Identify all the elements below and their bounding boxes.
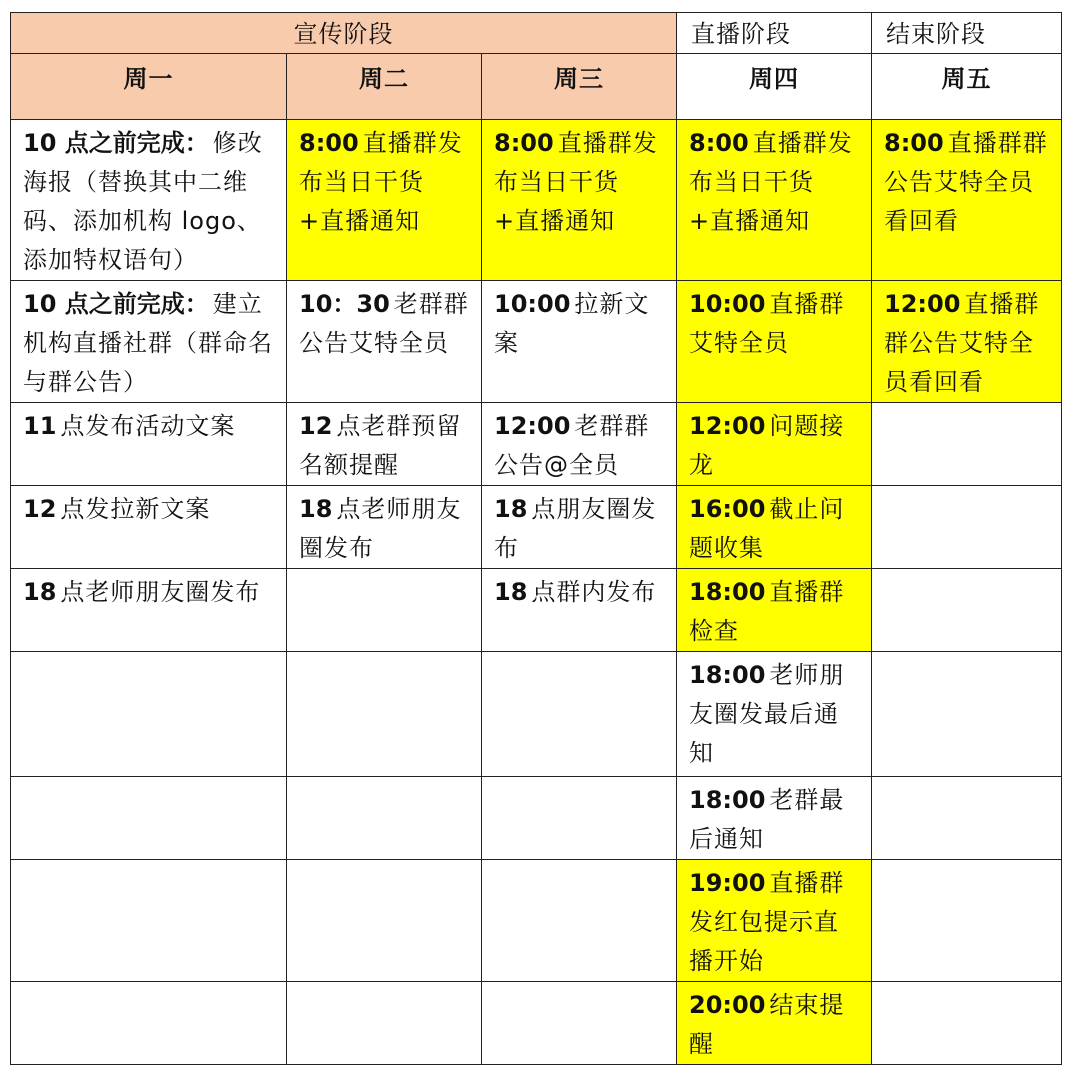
cell-thu (677, 281, 872, 403)
cell-tue (287, 120, 482, 281)
task-time: 10:00 (494, 290, 571, 318)
cell-tue (287, 569, 482, 652)
task-time: 18:00 (689, 661, 766, 689)
cell-thu (677, 486, 872, 569)
cell-mon (11, 860, 287, 982)
task-time: 12 (299, 412, 333, 440)
schedule-row (11, 982, 1062, 1065)
task-time: 18 (494, 578, 528, 606)
task-text: 老群群公告艾特全员 (299, 290, 469, 357)
cell-mon (11, 281, 287, 403)
task-text: 建立机构直播社群（群命名与群公告） (23, 290, 273, 396)
cell-mon (11, 652, 287, 777)
cell-tue (287, 860, 482, 982)
task-text: 截止问题收集 (689, 495, 845, 562)
schedule-row (11, 486, 1062, 569)
task-time: 12 (23, 495, 57, 523)
task-time: 12:00 (689, 412, 766, 440)
task-time: 18 (494, 495, 528, 523)
cell-wed (482, 860, 677, 982)
task-time: 19:00 (689, 869, 766, 897)
task-text: 点老师朋友圈发布 (60, 578, 261, 606)
cell-fri (872, 120, 1062, 281)
cell-thu (677, 777, 872, 860)
task-text: 直播群发红包提示直播开始 (689, 869, 845, 975)
task-time: 10:00 (689, 290, 766, 318)
cell-mon (11, 569, 287, 652)
cell-fri (872, 652, 1062, 777)
task-text: 点发拉新文案 (60, 495, 211, 523)
task-text: 修改海报（替换其中二维码、添加机构 logo、添加特权语句） (23, 129, 263, 274)
cell-fri (872, 486, 1062, 569)
day-header-wed: 周三 (482, 54, 677, 120)
task-text: 老群最后通知 (689, 786, 845, 853)
task-time: 18:00 (689, 578, 766, 606)
day-header-fri: 周五 (872, 54, 1062, 120)
task-time: 10 点之前完成： (23, 129, 209, 157)
cell-fri (872, 777, 1062, 860)
phase-end: 结束阶段 (872, 13, 1062, 54)
cell-tue (287, 403, 482, 486)
cell-thu (677, 652, 872, 777)
phase-row (11, 13, 1062, 54)
cell-fri (872, 860, 1062, 982)
cell-wed (482, 982, 677, 1065)
cell-wed (482, 652, 677, 777)
task-time: 12:00 (884, 290, 961, 318)
task-text: 直播群发布当日干货+直播通知 (494, 129, 658, 235)
task-time: 18 (299, 495, 333, 523)
day-row (11, 54, 1062, 120)
cell-thu (677, 120, 872, 281)
task-time: 18:00 (689, 786, 766, 814)
task-text: 问题接龙 (689, 412, 845, 479)
cell-mon (11, 486, 287, 569)
schedule-row (11, 860, 1062, 982)
cell-fri (872, 982, 1062, 1065)
cell-tue (287, 777, 482, 860)
task-text: 点群内发布 (531, 578, 657, 606)
task-text: 直播群艾特全员 (689, 290, 845, 357)
schedule-table (10, 12, 1062, 1065)
cell-wed (482, 486, 677, 569)
task-text: 点老师朋友圈发布 (299, 495, 462, 562)
task-text: 直播群群公告艾特全员看回看 (884, 290, 1040, 396)
cell-thu (677, 569, 872, 652)
schedule-row (11, 120, 1062, 281)
schedule-row (11, 281, 1062, 403)
phase-promo: 宣传阶段 (11, 13, 677, 54)
task-time: 8:00 (494, 129, 554, 157)
cell-tue (287, 982, 482, 1065)
cell-fri (872, 569, 1062, 652)
task-text: 点朋友圈发布 (494, 495, 657, 562)
task-time: 16:00 (689, 495, 766, 523)
cell-wed (482, 120, 677, 281)
phase-live: 直播阶段 (677, 13, 872, 54)
task-text: 老师朋友圈发最后通知 (689, 661, 845, 767)
day-header-thu: 周四 (677, 54, 872, 120)
task-text: 直播群发布当日干货+直播通知 (689, 129, 853, 235)
cell-wed (482, 281, 677, 403)
task-text: 点发布活动文案 (60, 412, 236, 440)
cell-tue (287, 652, 482, 777)
cell-mon (11, 120, 287, 281)
task-time: 20:00 (689, 991, 766, 1019)
task-text: 结束提醒 (689, 991, 845, 1058)
cell-wed (482, 777, 677, 860)
cell-mon (11, 403, 287, 486)
cell-mon (11, 982, 287, 1065)
task-text: 直播群检查 (689, 578, 845, 645)
cell-wed (482, 569, 677, 652)
day-header-mon: 周一 (11, 54, 287, 120)
cell-fri (872, 281, 1062, 403)
schedule-row (11, 569, 1062, 652)
task-time: 18 (23, 578, 57, 606)
cell-mon (11, 777, 287, 860)
task-time: 8:00 (689, 129, 749, 157)
cell-fri (872, 403, 1062, 486)
task-text: 点老群预留名额提醒 (299, 412, 462, 479)
task-text: 直播群群公告艾特全员看回看 (884, 129, 1048, 235)
cell-tue (287, 486, 482, 569)
schedule-row (11, 403, 1062, 486)
task-time: 12:00 (494, 412, 571, 440)
task-time: 11 (23, 412, 57, 440)
task-time: 10 点之前完成： (23, 290, 209, 318)
cell-thu (677, 982, 872, 1065)
cell-tue (287, 281, 482, 403)
task-text: 直播群发布当日干货+直播通知 (299, 129, 463, 235)
task-text: 老群群公告@全员 (494, 412, 650, 479)
schedule-row (11, 652, 1062, 777)
schedule-row (11, 777, 1062, 860)
task-time: 8:00 (884, 129, 944, 157)
cell-wed (482, 403, 677, 486)
day-header-tue: 周二 (287, 54, 482, 120)
cell-thu (677, 403, 872, 486)
task-time: 10：30 (299, 290, 390, 318)
task-text: 拉新文案 (494, 290, 650, 357)
cell-thu (677, 860, 872, 982)
task-time: 8:00 (299, 129, 359, 157)
